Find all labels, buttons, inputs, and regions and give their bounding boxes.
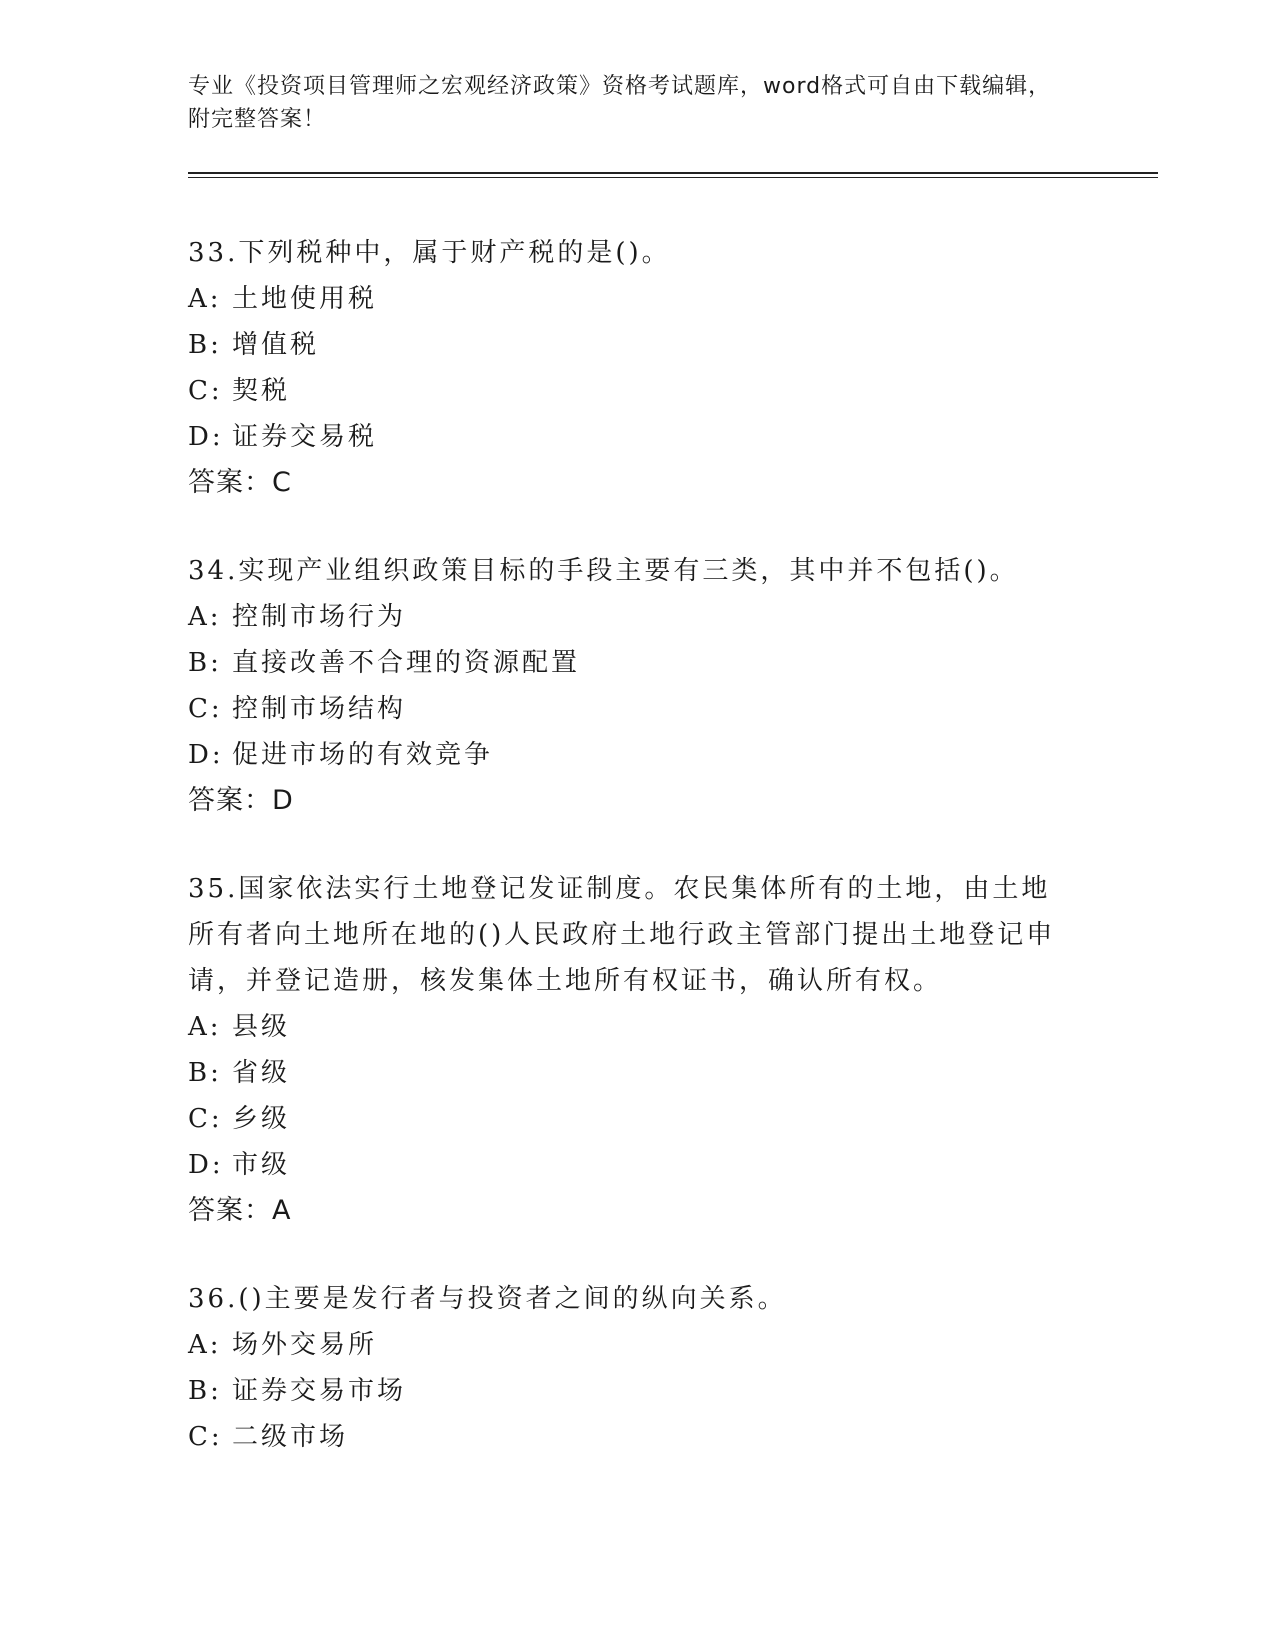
option-letter: D: xyxy=(188,740,224,770)
question-stem: 33.下列税种中，属于财产税的是()。 xyxy=(188,238,671,268)
option-c xyxy=(188,1414,1158,1460)
option-text: 土地使用税 xyxy=(232,284,378,314)
option-a xyxy=(188,276,1158,322)
option-a xyxy=(188,1322,1158,1368)
document-page xyxy=(188,70,1158,1502)
option-text: 乡级 xyxy=(232,1104,291,1134)
option-letter: A: xyxy=(188,284,222,314)
document-header: 专业《投资项目管理师之宏观经济政策》资格考试题库，word格式可自由下载编辑，附完整答案！ xyxy=(188,74,1052,132)
option-a xyxy=(188,1004,1158,1050)
question-34 xyxy=(188,548,1158,824)
option-letter: C: xyxy=(188,1422,223,1452)
option-letter: A: xyxy=(188,1330,222,1360)
option-letter: B: xyxy=(188,1058,222,1088)
option-c xyxy=(188,1096,1158,1142)
question-35 xyxy=(188,866,1158,1234)
answer-line: 答案：D xyxy=(188,785,294,816)
option-c xyxy=(188,686,1158,732)
option-letter: B: xyxy=(188,648,222,678)
option-letter: D: xyxy=(188,1150,224,1180)
option-c xyxy=(188,368,1158,414)
option-letter: A: xyxy=(188,602,222,632)
question-list xyxy=(188,230,1158,1460)
question-stem: 34.实现产业组织政策目标的手段主要有三类，其中并不包括()。 xyxy=(188,556,1019,586)
option-letter: C: xyxy=(188,1104,223,1134)
option-a xyxy=(188,594,1158,640)
option-text: 证券交易税 xyxy=(232,422,378,452)
header-divider xyxy=(188,172,1158,178)
option-d xyxy=(188,414,1158,460)
option-letter: D: xyxy=(188,422,224,452)
option-text: 增值税 xyxy=(232,330,320,360)
option-letter: C: xyxy=(188,376,223,406)
answer-line: 答案：C xyxy=(188,467,292,498)
option-b xyxy=(188,1050,1158,1096)
option-letter: A: xyxy=(188,1012,222,1042)
option-text: 促进市场的有效竞争 xyxy=(232,740,494,770)
answer-line: 答案：A xyxy=(188,1195,292,1226)
question-stem: 36.()主要是发行者与投资者之间的纵向关系。 xyxy=(188,1284,787,1314)
option-text: 省级 xyxy=(232,1058,291,1088)
option-text: 控制市场结构 xyxy=(232,694,407,724)
option-letter: B: xyxy=(188,330,222,360)
option-d xyxy=(188,732,1158,778)
option-text: 县级 xyxy=(232,1012,291,1042)
option-b xyxy=(188,640,1158,686)
option-text: 二级市场 xyxy=(232,1422,349,1452)
option-text: 场外交易所 xyxy=(232,1330,378,1360)
question-stem: 35.国家依法实行土地登记发证制度。农民集体所有的土地，由土地所有者向土地所在地的()人民政府土地行政主管部门提出土地登记申请，并登记造册，核发集体土地所有权证书，确认所有权。 xyxy=(188,874,1056,996)
option-letter: B: xyxy=(188,1376,222,1406)
option-text: 市级 xyxy=(232,1150,291,1180)
option-letter: C: xyxy=(188,694,223,724)
option-text: 契税 xyxy=(232,376,291,406)
option-text: 直接改善不合理的资源配置 xyxy=(232,648,581,678)
question-33 xyxy=(188,230,1158,506)
option-b xyxy=(188,322,1158,368)
option-d xyxy=(188,1142,1158,1188)
option-b xyxy=(188,1368,1158,1414)
option-text: 控制市场行为 xyxy=(232,602,407,632)
option-text: 证券交易市场 xyxy=(232,1376,407,1406)
question-36 xyxy=(188,1276,1158,1460)
